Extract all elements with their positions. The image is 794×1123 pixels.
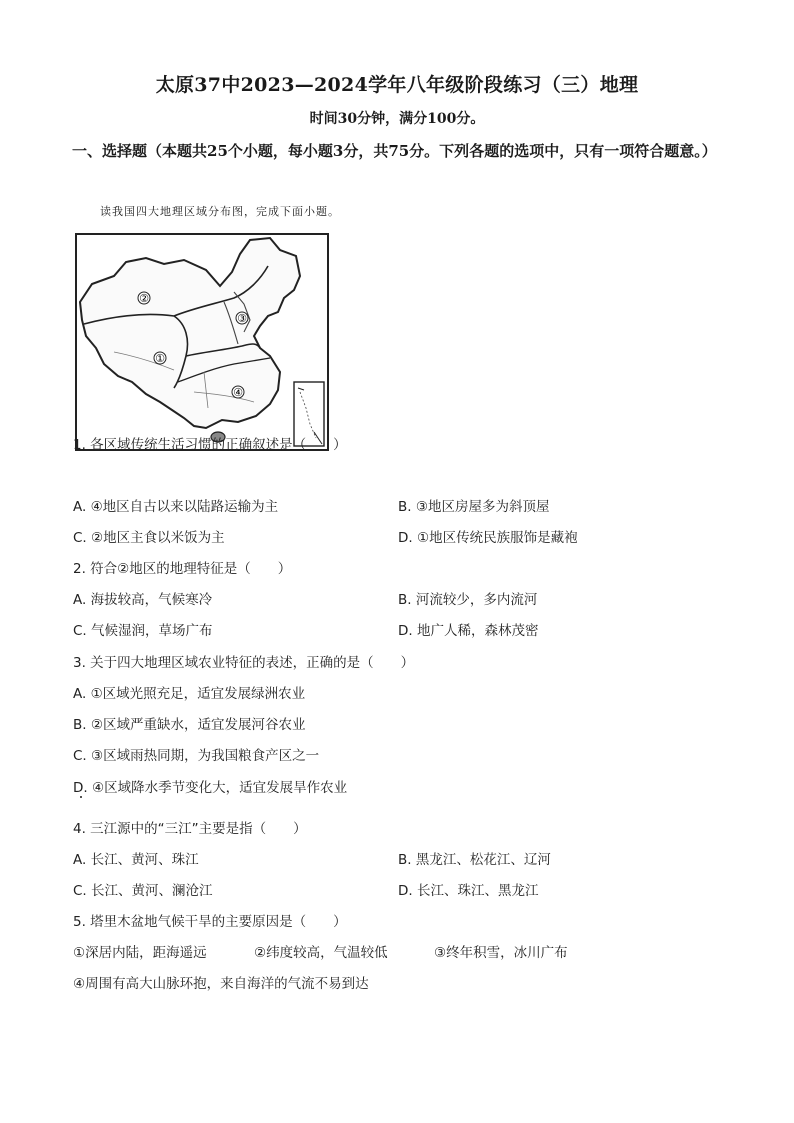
choice-5-2: ②纬度较高，气温较低	[254, 945, 388, 961]
choice-5-4: ④周围有高大山脉环抱，来自海洋的气流不易到达	[73, 976, 369, 992]
option-4d: D. 长江、珠江、黑龙江	[398, 883, 539, 899]
question-3: 3. 关于四大地理区域农业特征的表述，正确的是（ ）	[73, 655, 415, 671]
question-1: 1. 各区域传统生活习惯的正确叙述是（ ）	[73, 437, 347, 453]
option-1d: D. ①地区传统民族服饰是藏袍	[398, 530, 578, 546]
option-4c: C. 长江、黄河、澜沧江	[73, 883, 213, 899]
china-regions-map	[74, 232, 330, 452]
option-3a: A. ①区域光照充足，适宜发展绿洲农业	[73, 686, 306, 702]
intro-text: 读我国四大地理区域分布图，完成下面小题。	[100, 205, 340, 218]
region-label-4: ④	[233, 386, 243, 399]
option-3b: B. ②区域严重缺水，适宜发展河谷农业	[73, 717, 306, 733]
choice-5-1: ①深居内陆，距海遥远	[73, 945, 207, 961]
region-label-2: ②	[139, 292, 149, 305]
option-1b: B. ③地区房屋多为斜顶屋	[398, 499, 550, 515]
scan-speck	[80, 796, 82, 798]
exam-duration: 时间30分钟，满分100分。	[309, 111, 485, 127]
option-2b: B. 河流较少，多内流河	[398, 592, 538, 608]
option-3c: C. ③区域雨热同期，为我国粮食产区之一	[73, 748, 320, 764]
option-4a: A. 长江、黄河、珠江	[73, 852, 199, 868]
option-2c: C. 气候湿润，草场广布	[73, 623, 213, 639]
option-2d: D. 地广人稀，森林茂密	[398, 623, 539, 639]
choice-5-3: ③终年积雪，冰川广布	[434, 945, 568, 961]
option-2a: A. 海拔较高，气候寒冷	[73, 592, 213, 608]
option-1c: C. ②地区主食以米饭为主	[73, 530, 225, 546]
section-heading: 一、选择题（本题共25个小题，每小题3分，共75分。下列各题的选项中，只有一项符合题意。）	[72, 142, 717, 160]
region-label-1: ①	[155, 352, 165, 365]
question-2: 2. 符合②地区的地理特征是（ ）	[73, 561, 292, 577]
option-4b: B. 黑龙江、松花江、辽河	[398, 852, 551, 868]
region-label-3: ③	[237, 312, 247, 325]
question-4: 4. 三江源中的“三江”主要是指（ ）	[73, 821, 307, 837]
option-3d: D. ④区域降水季节变化大，适宜发展旱作农业	[73, 780, 348, 796]
option-1a: A. ④地区自古以来以陆路运输为主	[73, 499, 279, 515]
question-5: 5. 塔里木盆地气候干旱的主要原因是（ ）	[73, 914, 347, 930]
page-title: 太原37中2023—2024学年八年级阶段练习（三）地理	[155, 74, 639, 96]
